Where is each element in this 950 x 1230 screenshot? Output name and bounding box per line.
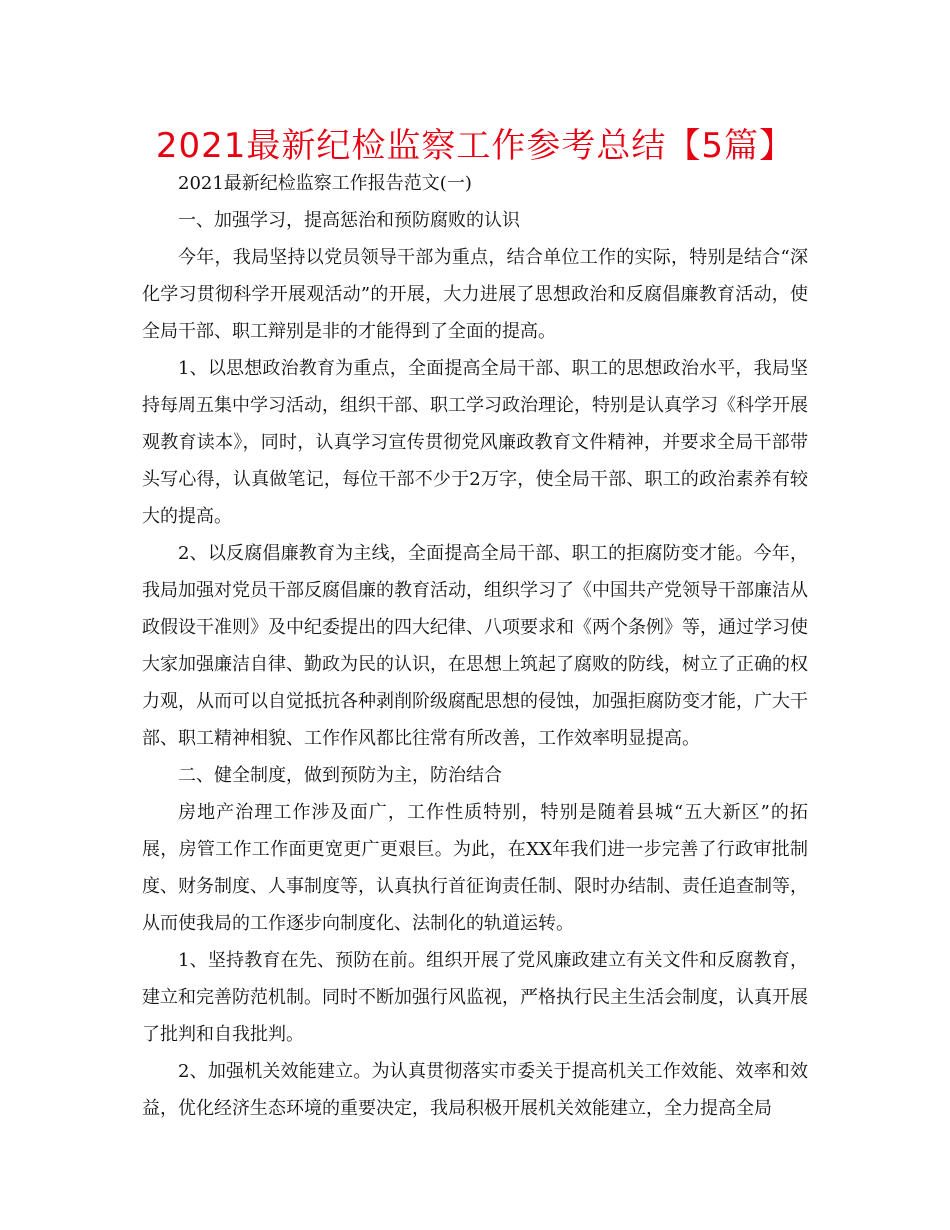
paragraph: 1、坚持教育在先、预防在前。组织开展了党风廉政建立有关文件和反腐教育，建立和完善防范机制。同时不断加强行风监视，严格执行民主生活会制度，认真开展了批判和自我批判。 <box>142 950 808 1045</box>
section-heading: 2021最新纪检监察工作报告范文(一) <box>178 173 472 194</box>
paragraph: 房地产治理工作涉及面广，工作性质特别，特别是随着县城“五大新区”的拓展，房管工作工作面更宽更广更艰巨。为此，在XX年我们进一步完善了行政审批制度、财务制度、人事制度等，认真执行首征询责任制、限时办结制、责任追查制等，从而使我局的工作逐步向制度化、法制化的轨道运转。 <box>142 802 808 934</box>
section-heading: 二、健全制度，做到预防为主，防治结合 <box>178 765 502 786</box>
document-body <box>142 165 808 1127</box>
paragraph: 2、加强机关效能建立。为认真贯彻落实市委关于提高机关工作效能、效率和效益，优化经济生态环境的重要决定，我局积极开展机关效能建立，全力提高全局 <box>142 1061 808 1119</box>
paragraph: 今年，我局坚持以党员领导干部为重点，结合单位工作的实际，特别是结合“深化学习贯彻科学开展观活动”的开展，大力进展了思想政治和反腐倡廉教育活动，使全局干部、职工辩别是非的才能得到了全面的提高。 <box>142 247 808 342</box>
paragraph: 2、以反腐倡廉教育为主线，全面提高全局干部、职工的拒腐防变才能。今年，我局加强对党员干部反腐倡廉的教育活动，组织学习了《中国共产党领导干部廉洁从政假设干准则》及中纪委提出的四大纪律、八项要求和《两个条例》等，通过学习使大家加强廉洁自律、勤政为民的认识，在思想上筑起了腐败的防线，树立了正确的权力观，从而可以自觉抵抗各种剥削阶级腐配思想的侵蚀，加强拒腐防变才能，广大干部、职工精神相貌、工作作风都比往常有所改善，工作效率明显提高。 <box>142 543 808 749</box>
paragraph: 1、以思想政治教育为重点，全面提高全局干部、职工的思想政治水平，我局坚持每周五集中学习活动，组织干部、职工学习政治理论，特别是认真学习《科学开展观教育读本》，同时，认真学习宣传贯彻党风廉政教育文件精神，并要求全局干部带头写心得，认真做笔记，每位干部不少于2万字，使全局干部、职工的政治素养有较大的提高。 <box>142 358 808 527</box>
section-heading: 一、加强学习，提高惩治和预防腐败的认识 <box>178 210 520 231</box>
document-title: 2021最新纪检监察工作参考总结【5篇】 <box>155 126 795 166</box>
